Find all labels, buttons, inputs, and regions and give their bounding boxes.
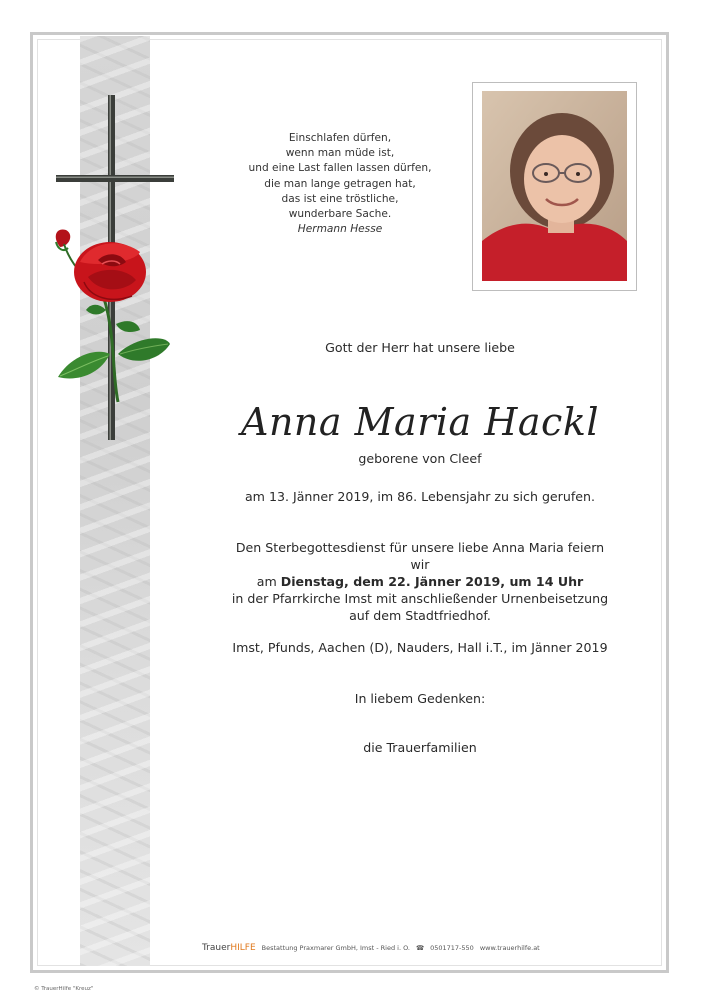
footer-website: www.trauerhilfe.at bbox=[479, 944, 540, 952]
logo-accent: HILFE bbox=[230, 943, 256, 953]
portrait-frame bbox=[472, 82, 637, 291]
copyright-note: © TrauerHilfe "Kreuz" bbox=[34, 986, 94, 992]
service-line: auf dem Stadtfriedhof. bbox=[349, 608, 491, 623]
quote-line: die man lange getragen hat, bbox=[264, 177, 416, 190]
service-announcement bbox=[230, 539, 610, 624]
death-notice: am 13. Jänner 2019, im 86. Lebensjahr zu sich gerufen. bbox=[244, 489, 596, 504]
footer-phone: 0501717-550 bbox=[430, 944, 474, 952]
signature: die Trauerfamilien bbox=[363, 740, 477, 755]
places-date: Imst, Pfunds, Aachen (D), Nauders, Hall i.T., im Jänner 2019 bbox=[232, 640, 608, 655]
quote-line: und eine Last fallen lassen dürfen, bbox=[248, 162, 432, 175]
quote-line: das ist eine tröstliche, bbox=[281, 192, 399, 205]
service-date-prefix: am bbox=[256, 574, 281, 589]
intro-text: Gott der Herr hat unsere liebe bbox=[325, 340, 515, 355]
service-line: Den Sterbegottesdienst für unsere liebe Anna Maria feiern wir bbox=[235, 540, 605, 572]
footer-company: Bestattung Praxmarer GmbH, Imst - Ried i. O. bbox=[261, 944, 410, 952]
quote-block bbox=[230, 131, 450, 237]
service-date-line bbox=[230, 573, 610, 590]
quote-author: Hermann Hesse bbox=[297, 223, 383, 236]
service-line: in der Pfarrkirche Imst mit anschließender Urnenbeisetzung bbox=[231, 591, 609, 606]
deceased-name: Anna Maria Hackl bbox=[241, 400, 599, 444]
quote-line: Einschlafen dürfen, bbox=[288, 132, 392, 144]
service-date: Dienstag, dem 22. Jänner 2019, um 14 Uhr bbox=[280, 574, 584, 589]
logo-primary: Trauer bbox=[202, 943, 231, 953]
quote-line: wenn man müde ist, bbox=[285, 147, 395, 160]
closing-line: In liebem Gedenken: bbox=[354, 691, 486, 706]
phone-icon: ☎ bbox=[416, 944, 425, 952]
maiden-name: geborene von Cleef bbox=[358, 451, 482, 466]
footer-logo bbox=[202, 943, 256, 953]
footer bbox=[196, 941, 540, 955]
portrait-photo bbox=[482, 91, 627, 281]
quote-line: wunderbare Sache. bbox=[288, 208, 392, 221]
cross-with-rose-icon bbox=[40, 92, 180, 442]
